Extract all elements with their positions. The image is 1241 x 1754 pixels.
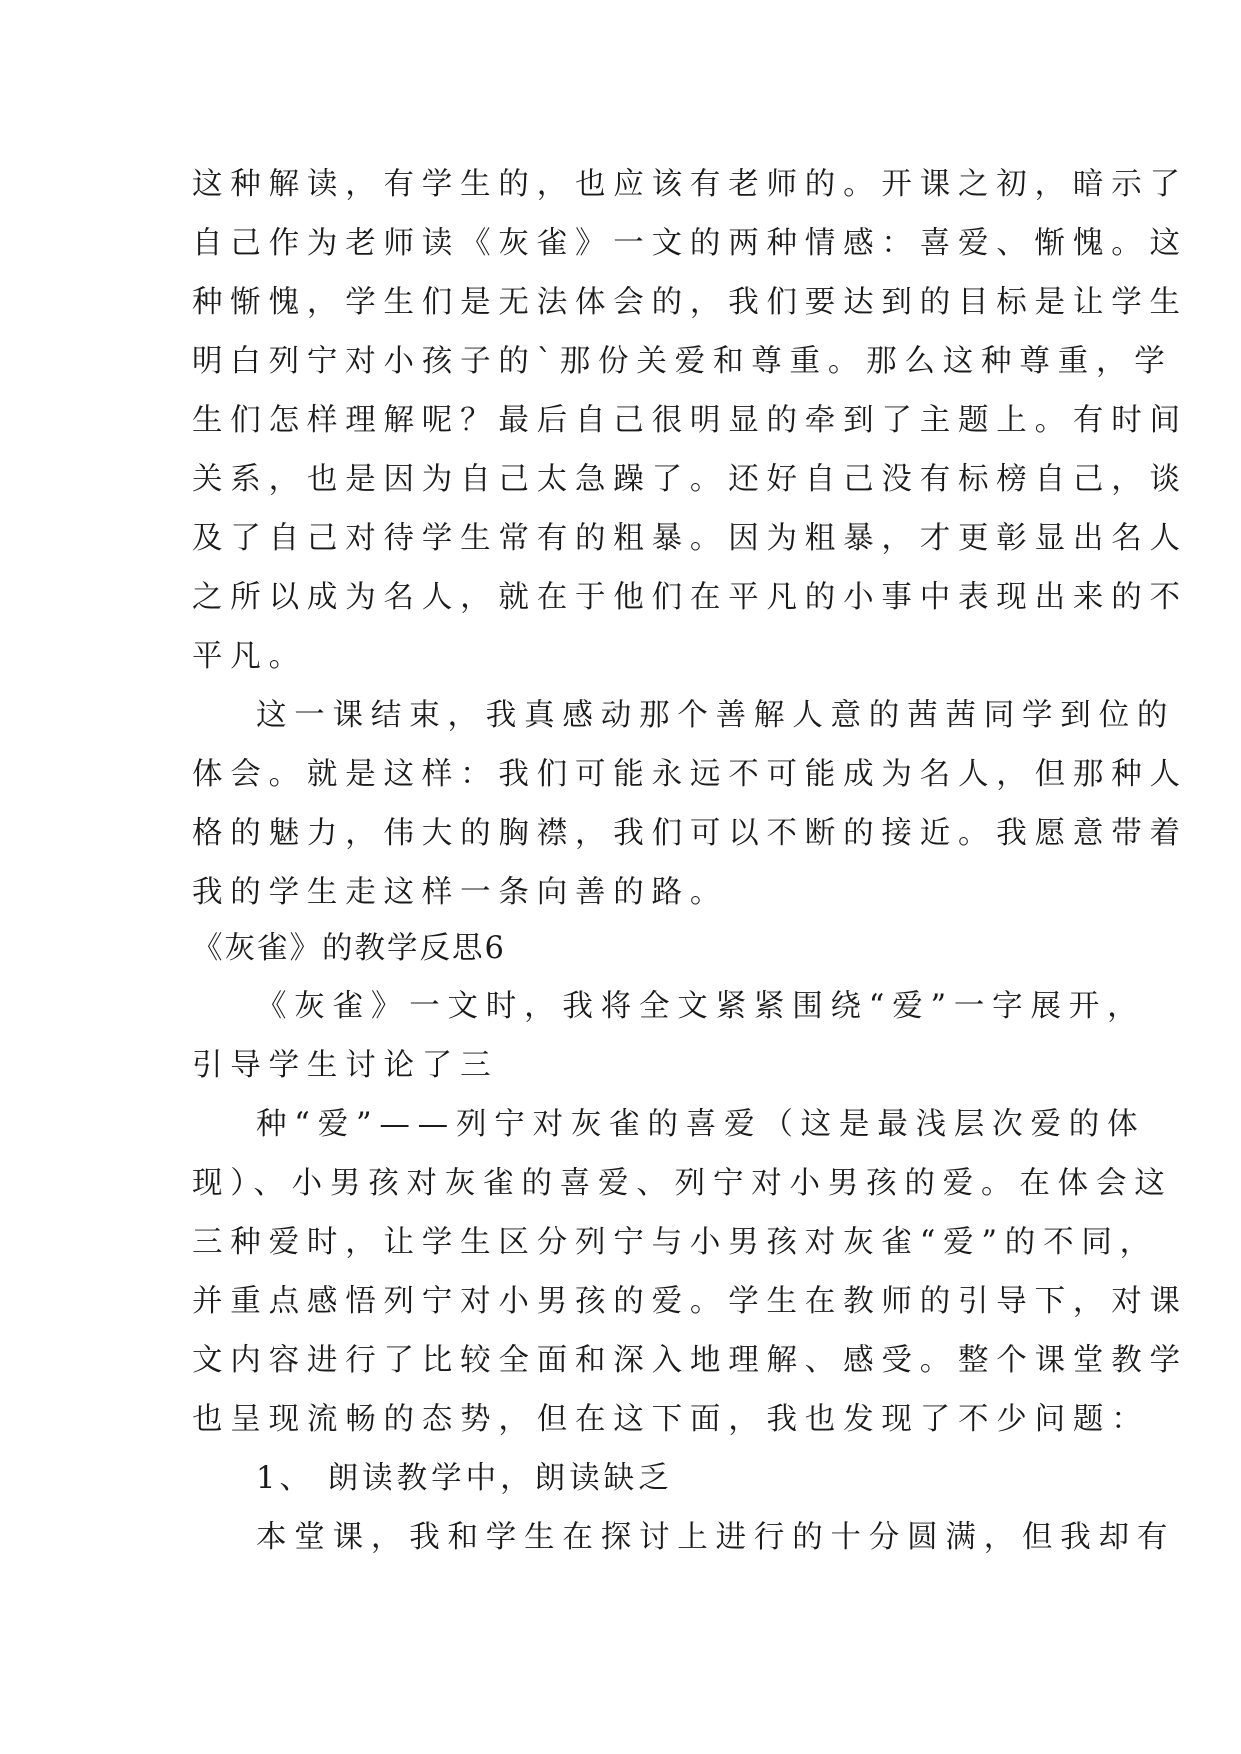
text-line: 引导学生讨论了三	[192, 1048, 499, 1083]
text-line: 也呈现流畅的态势，但在这下面，我也发现了不少问题：	[192, 1402, 1150, 1437]
text-line: 生们怎样理解呢？最后自己很明显的牵到了主题上。有时间	[192, 403, 1188, 438]
text-line: 三种爱时，让学生区分列宁与小男孩对灰雀“爱”的不同，	[192, 1225, 1158, 1260]
text-line: 这种解读，有学生的，也应该有老师的。开课之初，暗示了	[192, 167, 1188, 202]
text-line: 及了自己对待学生常有的粗暴。因为粗暴，才更彰显出名人	[192, 521, 1188, 556]
paragraph-first-line: 本堂课，我和学生在探讨上进行的十分圆满，但我却有	[256, 1520, 1176, 1555]
text-line: 自己作为老师读《灰雀》一文的两种情感：喜爱、惭愧。这	[192, 226, 1188, 261]
paragraph-first-line: 种“爱”——列宁对灰雀的喜爱（这是最浅层次爱的体	[256, 1107, 1146, 1142]
text-line: 文内容进行了比较全面和深入地理解、感受。整个课堂教学	[192, 1343, 1188, 1378]
text-line: 并重点感悟列宁对小男孩的爱。学生在教师的引导下，对课	[192, 1284, 1188, 1319]
text-line: 格的魅力，伟大的胸襟，我们可以不断的接近。我愿意带着	[192, 816, 1188, 851]
text-line: 我的学生走这样一条向善的路。	[192, 875, 729, 910]
text-line: 关系，也是因为自己太急躁了。还好自己没有标榜自己，谈	[192, 462, 1188, 497]
text-line: 体会。就是这样：我们可能永远不可能成为名人，但那种人	[192, 757, 1188, 792]
numbered-item: 1、 朗读教学中，朗读缺乏	[256, 1461, 673, 1496]
text-line: 现）、小男孩对灰雀的喜爱、列宁对小男孩的爱。在体会这	[192, 1166, 1173, 1201]
paragraph-first-line: 这一课结束，我真感动那个善解人意的茜茜同学到位的	[256, 698, 1176, 733]
section-heading: 《灰雀》的教学反思6	[192, 931, 506, 966]
text-line: 平凡。	[192, 639, 307, 674]
text-line: 明白列宁对小孩子的`那份关爱和尊重。那么这种尊重，学	[192, 344, 1173, 379]
text-line: 种惭愧，学生们是无法体会的，我们要达到的目标是让学生	[192, 285, 1188, 320]
text-line: 之所以成为名人，就在于他们在平凡的小事中表现出来的不	[192, 580, 1188, 615]
paragraph-first-line: 《灰雀》一文时，我将全文紧紧围绕“爱”一字展开，	[256, 989, 1146, 1024]
